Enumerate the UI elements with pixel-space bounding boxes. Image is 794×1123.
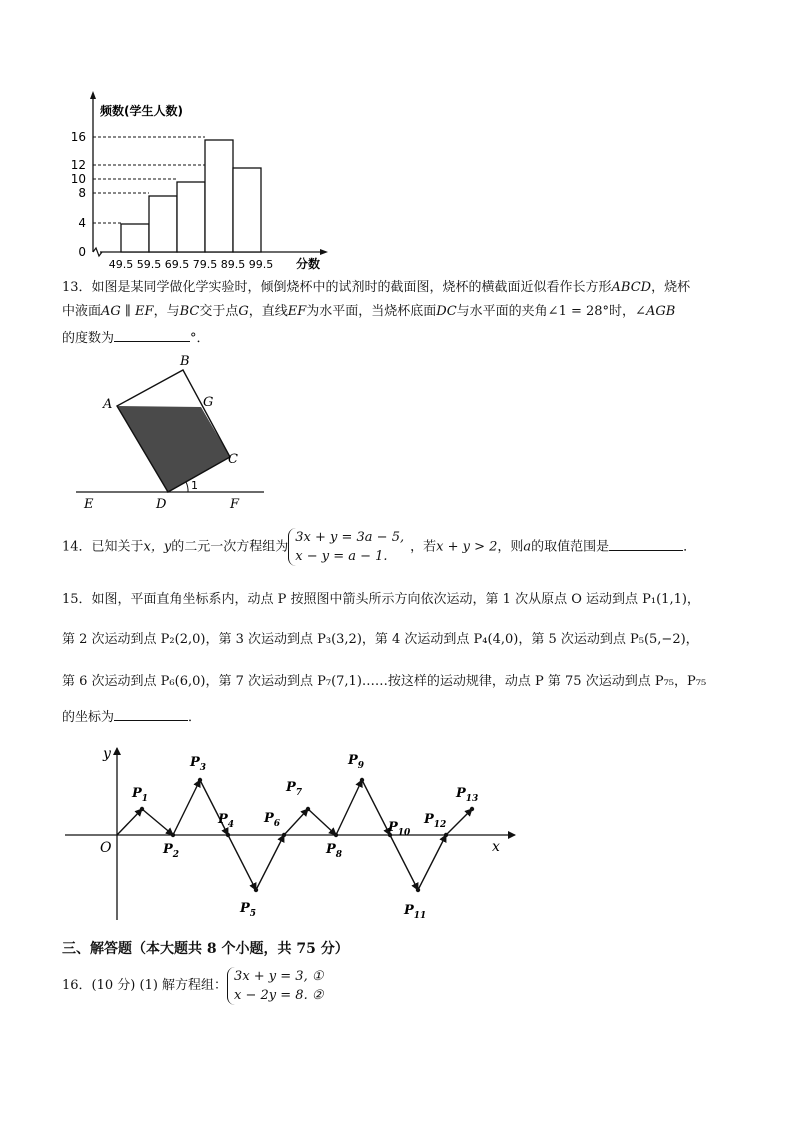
q14-answer-blank[interactable] (609, 536, 683, 551)
q14-text: 14．已知关于 (62, 539, 144, 555)
label-c: C (228, 452, 238, 467)
histogram-ylabel: 频数(学生人数) (100, 104, 183, 118)
q15-text: ． (188, 710, 202, 725)
point-label-p6: $P_6$ (264, 811, 281, 829)
q14-a: a (523, 539, 532, 555)
path-point (171, 833, 175, 837)
path-point (226, 833, 230, 837)
q16-equation-system (227, 967, 329, 1005)
q14-condition: x + y > 2 (436, 539, 498, 555)
q15-line1: 15．如图，平面直角坐标系内，动点 P 按照图中箭头所示方向依次运动，第 1 次从原点 O 运动到点 P₁(1,1)， (62, 592, 700, 607)
path-point (360, 778, 364, 782)
q13-ag-ef: AG ∥ EF (101, 304, 154, 319)
histogram-bar (149, 196, 177, 252)
path-point (254, 888, 258, 892)
axis-x-label: x (492, 839, 500, 855)
q14-text: 的二元一次方程组为 (171, 539, 289, 555)
path-point (416, 888, 420, 892)
q13-text: 中液面 (62, 304, 102, 319)
path-segment (284, 809, 308, 835)
label-f: F (230, 497, 240, 512)
q13-text: 交于点 (199, 304, 239, 319)
q13-text: 为水平面，当烧杯底面 (306, 304, 437, 319)
ytick: 12 (70, 158, 86, 172)
xtick: 99.5 (248, 258, 274, 271)
q13-line2 (62, 302, 675, 322)
q16-eq2: x − 2y = 8. ② (234, 987, 324, 1003)
path-point (282, 833, 286, 837)
point-label-p5: $P_5$ (240, 901, 257, 919)
q15-line4 (62, 706, 201, 728)
histogram-bar (205, 140, 233, 252)
section-3-title: 三、解答题（本大题共 8 个小题，共 75 分） (62, 941, 349, 957)
point-label-p11: $P_{11}$ (404, 903, 427, 921)
q13-dc: DC (436, 304, 457, 319)
q13-text: 的度数为 (62, 331, 115, 346)
beaker-figure (70, 350, 270, 515)
ytick: 0 (78, 245, 86, 259)
path-segment (308, 809, 336, 835)
ytick: 4 (78, 216, 86, 230)
histogram-bar (233, 168, 261, 252)
xtick: 89.5 (220, 258, 246, 271)
path-segment (418, 835, 446, 890)
label-d: D (156, 497, 167, 512)
ytick: 16 (70, 130, 86, 144)
path-segment (446, 809, 472, 835)
q15-text: 的坐标为 (62, 710, 115, 725)
path-point (306, 807, 310, 811)
histogram-bar (121, 224, 149, 252)
q14-equation-system (288, 528, 410, 566)
label-a: A (103, 397, 113, 412)
point-label-p4: $P_4$ (218, 812, 235, 830)
q14-text: ． (683, 539, 697, 555)
q13-ef: EF (287, 304, 307, 319)
q13-text: ，与 (153, 304, 180, 319)
q13-g: G (238, 304, 249, 319)
liquid-region (117, 406, 230, 492)
point-label-p12: $P_{12}$ (424, 812, 447, 830)
ytick: 10 (70, 172, 86, 186)
axis-y-label: y (103, 746, 111, 762)
frequency-histogram (60, 88, 350, 273)
origin-label: O (100, 840, 112, 856)
q13-line1 (62, 278, 690, 298)
xtick: 59.5 (136, 258, 162, 271)
path-segment (336, 780, 362, 835)
label-g: G (203, 395, 214, 410)
label-b: B (180, 354, 190, 369)
histogram-xlabel: 分数 (296, 257, 321, 271)
q13-text: 与水平面的夹角∠1 = 28°时，∠ (456, 304, 646, 319)
q16-text: 16．(10 分) (1) 解方程组： (62, 978, 228, 993)
path-point (198, 778, 202, 782)
xtick: 79.5 (192, 258, 218, 271)
path-segment (390, 835, 418, 890)
q16 (62, 966, 330, 1006)
point-label-p13: $P_{13}$ (456, 786, 479, 804)
path-segment (117, 809, 142, 835)
path-segment (362, 780, 390, 835)
q14 (62, 528, 696, 567)
q14-text: 的取值范围是 (531, 539, 610, 555)
path-point (444, 833, 448, 837)
q14-eq1: 3x + y = 3a − 5, (295, 530, 405, 545)
point-label-p10: $P_{10}$ (388, 820, 411, 838)
point-label-p9: $P_9$ (348, 753, 365, 771)
path-point (470, 807, 474, 811)
q13-abcd: ABCD (611, 280, 652, 295)
xtick: 49.5 (108, 258, 134, 271)
histogram-bar (177, 182, 205, 252)
q13-agb: AGB (645, 304, 676, 319)
q13-bc: BC (179, 304, 200, 319)
q15-answer-blank[interactable] (114, 706, 188, 721)
path-segment (173, 780, 200, 835)
q13-text: 13．如图是某同学做化学实验时，倾倒烧杯中的试剂时的截面图，烧杯的横截面近似看作长方形 (62, 280, 612, 295)
q14-vars: x，y (143, 539, 172, 555)
q14-text: ，若 (410, 539, 437, 555)
q14-text: ，则 (497, 539, 524, 555)
point-label-p1: $P_1$ (132, 786, 149, 804)
q13-line3 (62, 327, 210, 349)
point-label-p7: $P_7$ (286, 780, 303, 798)
q13-text: ，烧杯 (651, 280, 691, 295)
q15-line2: 第 2 次运动到点 P₂(2,0)，第 3 次运动到点 P₃(3,2)，第 4 次运动到点 P₄(4,0)，第 5 次运动到点 P₅(5,−2)， (62, 632, 699, 647)
q14-eq2: x − y = a − 1. (295, 549, 388, 564)
ytick: 8 (78, 186, 86, 200)
label-angle-1: 1 (191, 479, 198, 492)
point-label-p2: $P_2$ (163, 842, 180, 860)
point-label-p3: $P_3$ (190, 755, 207, 773)
q16-eq1: 3x + y = 3, ① (234, 968, 324, 984)
path-segment (256, 835, 284, 890)
q13-text: ，直线 (248, 304, 288, 319)
q13-answer-blank[interactable] (114, 327, 190, 342)
q15-line3: 第 6 次运动到点 P₆(6,0)，第 7 次运动到点 P₇(7,1)……按这样的运动规律，动点 P 第 75 次运动到点 P₇₅，P₇₅ (62, 674, 707, 689)
path-segment (142, 809, 173, 835)
motion-path-figure (60, 740, 520, 925)
path-segment (228, 835, 256, 890)
q13-text: °． (190, 331, 210, 346)
point-label-p8: $P_8$ (326, 842, 343, 860)
xtick: 69.5 (164, 258, 190, 271)
label-e: E (84, 497, 94, 512)
path-point (140, 807, 144, 811)
path-point (334, 833, 338, 837)
